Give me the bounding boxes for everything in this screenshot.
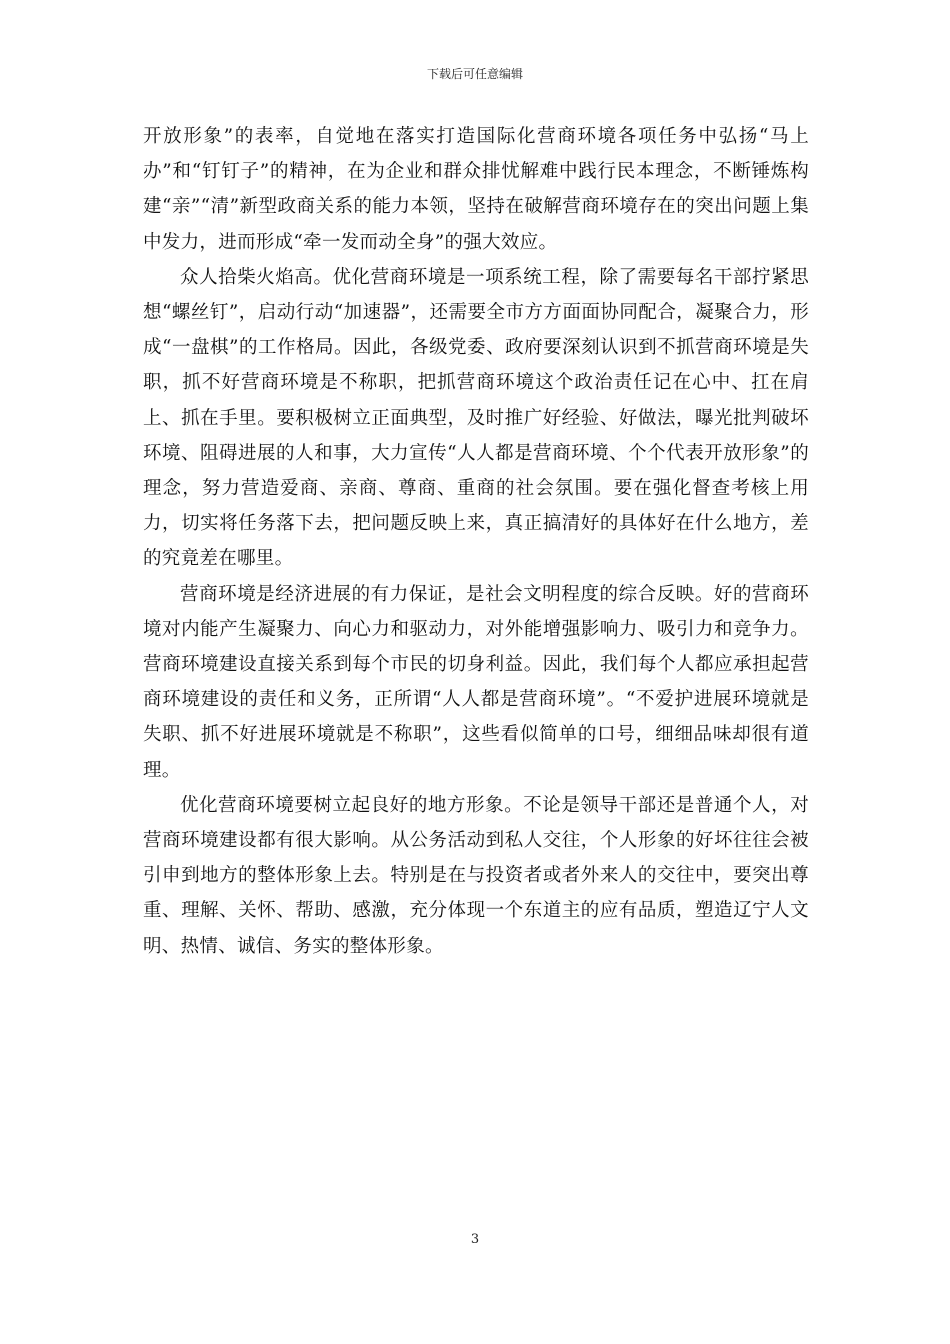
document-body bbox=[143, 119, 809, 964]
paragraph: 营商环境是经济进展的有力保证，是社会文明程度的综合反映。好的营商环境对内能产生凝聚力、向心力和驱动力，对外能增强影响力、吸引力和竞争力。营商环境建设直接关系到每个市民的切身利益。因此，我们每个人都应承担起营商环境建设的责任和义务，正所谓“人人都是营商环境”。“不爱护进展环境就是失职、抓不好进展环境就是不称职”，这些看似简单的口号，细细品味却很有道理。 bbox=[143, 583, 809, 781]
paragraph-continuation: 开放形象”的表率，自觉地在落实打造国际化营商环境各项任务中弘扬“马上办”和“钉钉子”的精神，在为企业和群众排忧解难中践行民本理念，不断锤炼构建“亲”“清”新型政商关系的能力本领，坚持在破解营商环境存在的突出问题上集中发力，进而形成“牵一发而动全身”的强大效应。 bbox=[143, 126, 809, 253]
page-header: 下载后可任意编辑 bbox=[426, 67, 523, 81]
paragraph: 优化营商环境要树立起良好的地方形象。不论是领导干部还是普通个人，对营商环境建设都有很大影响。从公务活动到私人交往，个人形象的好坏往往会被引申到地方的整体形象上去。特别是在与投资者或者外来人的交往中，要突出尊重、理解、关怀、帮助、感激，充分体现一个东道主的应有品质，塑造辽宁人文明、热情、诚信、务实的整体形象。 bbox=[143, 794, 809, 957]
paragraph: 众人拾柴火焰高。优化营商环境是一项系统工程，除了需要每名干部拧紧思想“螺丝钉”，启动行动“加速器”，还需要全市方方面面协同配合，凝聚合力，形成“一盘棋”的工作格局。因此，各级党委、政府要深刻认识到不抓营商环境是失职，抓不好营商环境是不称职，把抓营商环境这个政治责任记在心中、扛在肩上、抓在手里。要积极树立正面典型，及时推广好经验、好做法，曝光批判破坏环境、阻碍进展的人和事，大力宣传“人人都是营商环境、个个代表开放形象”的理念，努力营造爱商、亲商、尊商、重商的社会氛围。要在强化督查考核上用力，切实将任务落下去，把问题反映上来，真正搞清好的具体好在什么地方，差的究竟差在哪里。 bbox=[143, 266, 809, 570]
page-number: 3 bbox=[470, 1232, 480, 1247]
